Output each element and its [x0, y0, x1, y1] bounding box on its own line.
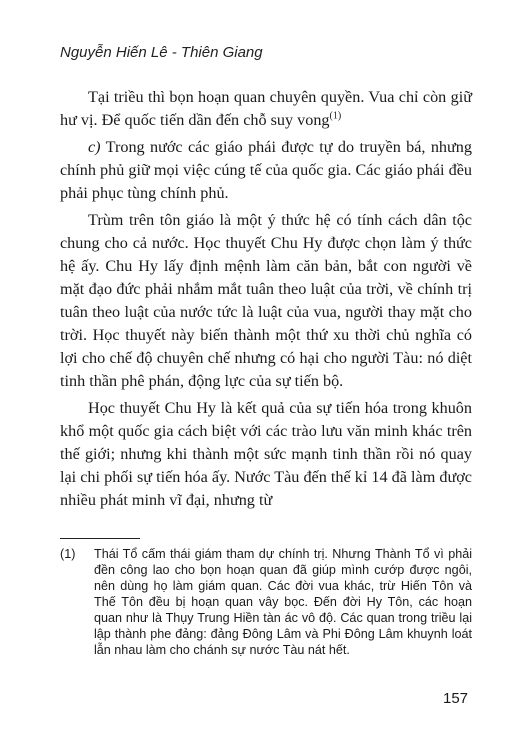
main-text: [60, 86, 472, 516]
footnote-number: (1): [60, 547, 76, 561]
running-header: Nguyễn Hiến Lê - Thiên Giang: [60, 44, 263, 61]
footnote-divider: [60, 538, 140, 539]
paragraph-1-text: Tại triều thì bọn hoạn quan chuyên quyền. Vua chỉ còn giữ hư vị. Để quốc tiến dần đến chỗ suy vong: [60, 88, 472, 129]
paragraph-2-text: Trong nước các giáo phái được tự do truyền bá, nhưng chính phủ giữ mọi việc cúng tế của quốc gia. Các giáo phái đều phải phục tùng chính phủ.: [60, 138, 472, 202]
paragraph-1: [60, 86, 472, 132]
footnote: [60, 546, 472, 658]
paragraph-4: Học thuyết Chu Hy là kết quả của sự tiến hóa trong khuôn khổ một quốc gia cách biệt với các trào lưu văn minh khác trên thế giới; nhưng khi thành một sức mạnh tinh thần rồi nó quay lại chi phối sự tiến hóa ấy. Nước Tàu đến thế kỉ 14 đã làm được nhiều phát minh vĩ đại, nhưng từ: [60, 399, 472, 509]
paragraph-2: [60, 136, 472, 205]
footnote-text: Thái Tổ cấm thái giám tham dự chính trị. Nhưng Thành Tổ vì phải đền công lao cho bọn hoạn quan đã giúp mình cướp được ngôi, nên dùng họ làm giám quan. Các đời vua khác, trừ Hiến Tôn và Thế Tôn đều bị hoạn quan vây bọc. Đến đời Hy Tôn, các hoạn quan như là Thụy Trung Hiền tàn ác vô độ. Các quan trong triều lại lập thành phe đảng: đảng Đông Lâm và Phi Đông Lâm khuynh loát lẫn nhau làm cho chánh sự nước Tàu nát hết.: [94, 547, 472, 657]
footnote-marker: (1): [329, 110, 342, 122]
list-marker-c: c): [88, 138, 101, 156]
paragraph-3: Trùm trên tôn giáo là một ý thức hệ có tính cách dân tộc chung cho cả nước. Học thuyết Chu Hy được chọn làm ý thức hệ ấy. Chu Hy lấy định mệnh làm căn bản, bắt con người về mặt đạo đức phải nhắm mắt tuân theo luật của trời, về chính trị tuân theo luật của nước tức là luật của vua, người thay mặt cho trời. Học thuyết này biến thành một thứ xu thời chủ nghĩa có lợi cho chế độ chuyên chế nhưng có hại cho người Tàu: nó diệt tinh thần phê phán, động lực của sự tiến bộ.: [60, 211, 472, 390]
page-number: 157: [443, 690, 469, 707]
